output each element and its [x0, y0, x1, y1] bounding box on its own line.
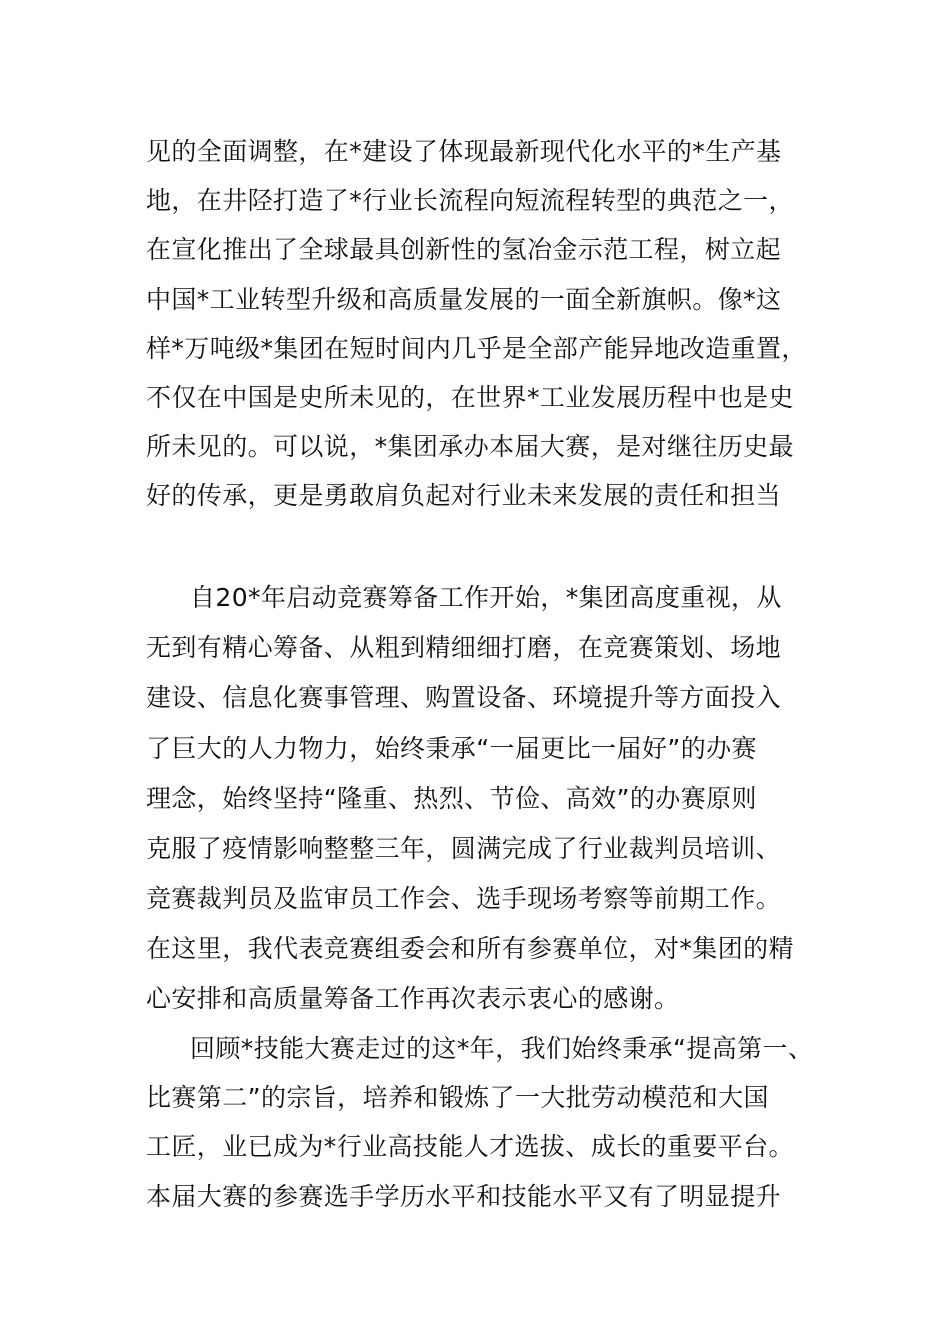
paragraph-2-line-6: 克服了疫情影响整整三年，圆满完成了行业裁判员培训、 — [146, 834, 782, 863]
paragraph-2-line-2: 无到有精心筹备、从粗到精细细打磨，在竞赛策划、场地 — [146, 633, 782, 662]
paragraph-3-line-2: 比赛第二”的宗旨，培养和锻炼了一大批劳动模范和大国 — [146, 1083, 769, 1112]
paragraph-3-line-1: 回顾*技能大赛走过的这*年，我们始终秉承“提高第一、 — [190, 1034, 814, 1063]
paragraph-2-line-8: 在这里，我代表竞赛组委会和所有参赛单位，对*集团的精 — [146, 934, 794, 963]
paragraph-1-line-6: 不仅在中国是史所未见的，在世界*工业发展历程中也是史 — [146, 383, 794, 412]
paragraph-2-line-3: 建设、信息化赛事管理、购置设备、环境提升等方面投入 — [146, 683, 782, 712]
paragraph-1-line-4: 中国*工业转型升级和高质量发展的一面全新旗帜。像*这 — [146, 285, 782, 314]
paragraph-2-line-1: 自20*年启动竞赛筹备工作开始，*集团高度重视，从 — [190, 583, 782, 612]
paragraph-2-line-5: 理念，始终坚持“隆重、热烈、节俭、高效”的办赛原则 — [146, 784, 757, 813]
paragraph-1-line-1: 见的全面调整，在*建设了体现最新现代化水平的*生产基 — [146, 137, 782, 166]
paragraph-1-line-8: 好的传承，更是勇敢肩负起对行业未来发展的责任和担当 — [146, 481, 782, 510]
paragraph-2-line-9: 心安排和高质量筹备工作再次表示衷心的感谢。 — [146, 984, 680, 1013]
paragraph-2-line-7: 竞赛裁判员及监审员工作会、选手现场考察等前期工作。 — [146, 884, 782, 913]
paragraph-3-line-4: 本届大赛的参赛选手学历水平和技能水平又有了明显提升 — [146, 1182, 782, 1211]
paragraph-3-line-3: 工匠，业已成为*行业高技能人才选拔、成长的重要平台。 — [146, 1132, 794, 1161]
paragraph-1-line-7: 所未见的。可以说，*集团承办本届大赛，是对继往历史最 — [146, 432, 794, 461]
paragraph-1-line-3: 在宣化推出了全球最具创新性的氢冶金示范工程，树立起 — [146, 235, 782, 264]
paragraph-1-line-5: 样*万吨级*集团在短时间内几乎是全部产能异地改造重置， — [146, 334, 807, 363]
paragraph-2-line-4: 了巨大的人力物力，始终秉承“一届更比一届好”的办赛 — [146, 734, 757, 763]
paragraph-1-line-2: 地，在井陉打造了*行业长流程向短流程转型的典范之一， — [146, 186, 794, 215]
